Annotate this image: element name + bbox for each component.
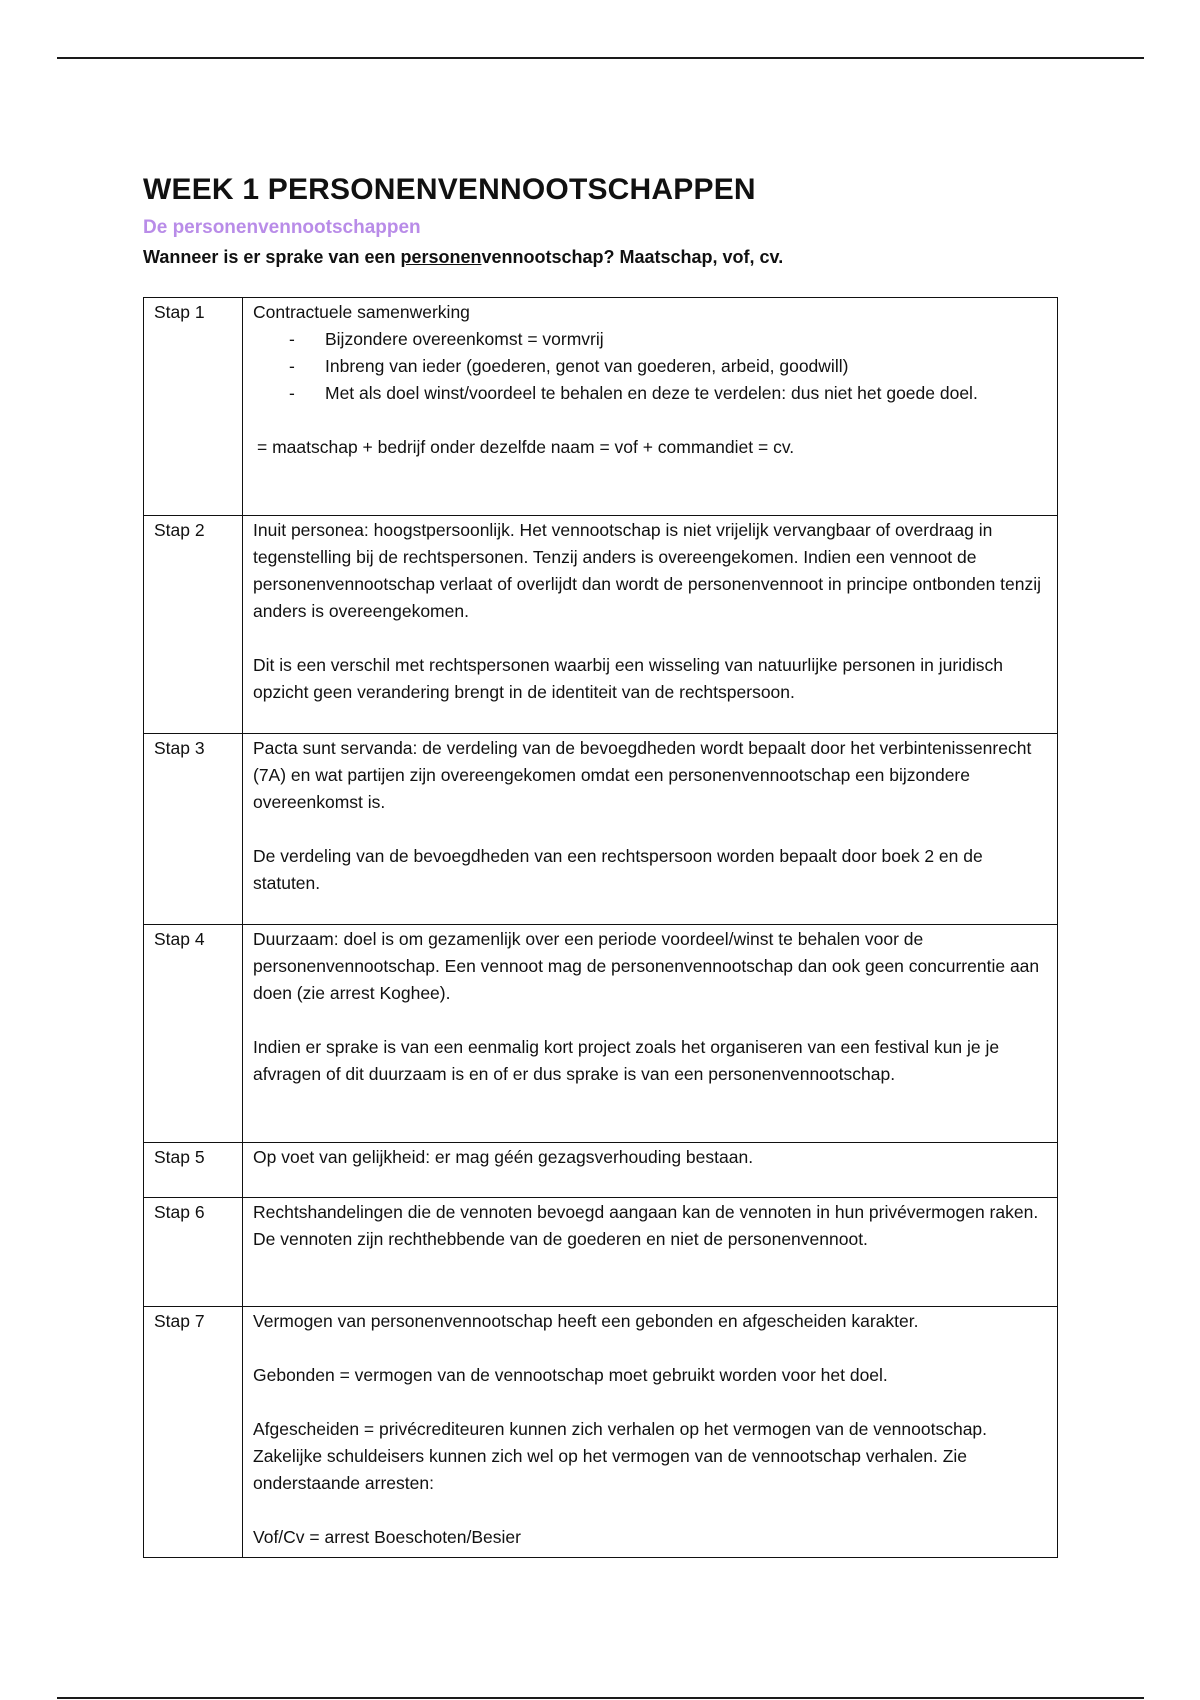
step-body [243, 1198, 1058, 1307]
page-title: WEEK 1 PERSONENVENNOOTSCHAPPEN [143, 173, 756, 206]
step-label: Stap 2 [144, 516, 243, 734]
list-item: - Bijzondere overeenkomst = vormvrij [289, 326, 1049, 353]
question-post: vennootschap? Maatschap, vof, cv. [481, 247, 784, 267]
step-paragraph: Gebonden = vermogen van de vennootschap moet gebruikt worden voor het doel. [253, 1365, 888, 1385]
step-paragraph: Afgescheiden = privécrediteuren kunnen zich verhalen op het vermogen van de vennootschap. Zakelijke schuldeisers kunnen zich wel op het vermogen van de vennootschap verhalen. Zie onderstaande arresten: [253, 1419, 988, 1493]
step-body [243, 1143, 1058, 1198]
question-pre: Wanneer is er sprake van een [143, 247, 401, 267]
step-paragraph: Dit is een verschil met rechtspersonen waarbij een wisseling van natuurlijke personen in juridisch opzicht geen verandering brengt in de identiteit van de rechtspersoon. [253, 655, 1003, 702]
step-paragraph: = maatschap + bedrijf onder dezelfde naam = vof + commandiet = cv. [257, 437, 795, 457]
step-label: Stap 7 [144, 1307, 243, 1558]
step-label: Stap 1 [144, 298, 243, 516]
table-row [144, 1198, 1058, 1307]
step-paragraph: Vermogen van personenvennootschap heeft een gebonden en afgescheiden karakter. [253, 1311, 919, 1331]
header-rule [57, 57, 1144, 59]
question-underlined: personen [400, 247, 482, 267]
step-paragraph: Inuit personea: hoogstpersoonlijk. Het vennootschap is niet vrijelijk vervangbaar of overdraag in tegenstelling bij de rechtspersonen. Tenzij anders is overeengekomen. Indien een vennoot de personenvennootschap verlaat of overlijdt dan wordt de personenvennoot in principe ontbonden tenzij anders is overeengekomen. [253, 520, 1042, 621]
table-row [144, 925, 1058, 1143]
step-label: Stap 4 [144, 925, 243, 1143]
step-paragraph: Vof/Cv = arrest Boeschoten/Besier [253, 1527, 521, 1547]
step-paragraph: De verdeling van de bevoegdheden van een rechtspersoon worden bepaalt door boek 2 en de statuten. [253, 846, 983, 893]
table-row [144, 734, 1058, 925]
step-body [243, 516, 1058, 734]
step-label: Stap 3 [144, 734, 243, 925]
list-item: - Met als doel winst/voordeel te behalen en deze te verdelen: dus niet het goede doel. [289, 380, 1049, 407]
step-paragraph: Pacta sunt servanda: de verdeling van de bevoegdheden wordt bepaalt door het verbintenissenrecht (7A) en wat partijen zijn overeengekomen omdat een personenvennootschap een bijzondere overeenkomst is. [253, 738, 1032, 812]
step-body [243, 734, 1058, 925]
step-paragraph: Indien er sprake is van een eenmalig kort project zoals het organiseren van een festival kun je je afvragen of dit duurzaam is en of er dus sprake is van een personenvennootschap. [253, 1037, 1000, 1084]
step-label: Stap 5 [144, 1143, 243, 1198]
table-row [144, 516, 1058, 734]
step-paragraph: Rechtshandelingen die de vennoten bevoegd aangaan kan de vennoten in hun privévermogen raken. De vennoten zijn rechthebbende van de goederen en niet de personenvennoot. [253, 1202, 1039, 1249]
table-row [144, 1143, 1058, 1198]
step-paragraph: Duurzaam: doel is om gezamenlijk over een periode voordeel/winst te behalen voor de personenvennootschap. Een vennoot mag de personenvennootschap dan ook geen concurrentie aan doen (zie arrest Koghee). [253, 929, 1040, 1003]
list-item: - Inbreng van ieder (goederen, genot van goederen, arbeid, goodwill) [289, 353, 1049, 380]
step-label: Stap 6 [144, 1198, 243, 1307]
step-intro: Contractuele samenwerking [253, 302, 470, 322]
step-body [243, 925, 1058, 1143]
question-text [143, 245, 1058, 269]
step-body [243, 1307, 1058, 1558]
step-body [243, 298, 1058, 516]
step-paragraph: Op voet van gelijkheid: er mag géén gezagsverhouding bestaan. [253, 1147, 754, 1167]
document-header [143, 172, 1058, 269]
step-bullet-list [253, 326, 1049, 407]
footer-rule [57, 1697, 1144, 1699]
table-row [144, 1307, 1058, 1558]
steps-table [143, 297, 1058, 1558]
table-row [144, 298, 1058, 516]
section-heading: De personenvennootschappen [143, 217, 421, 238]
